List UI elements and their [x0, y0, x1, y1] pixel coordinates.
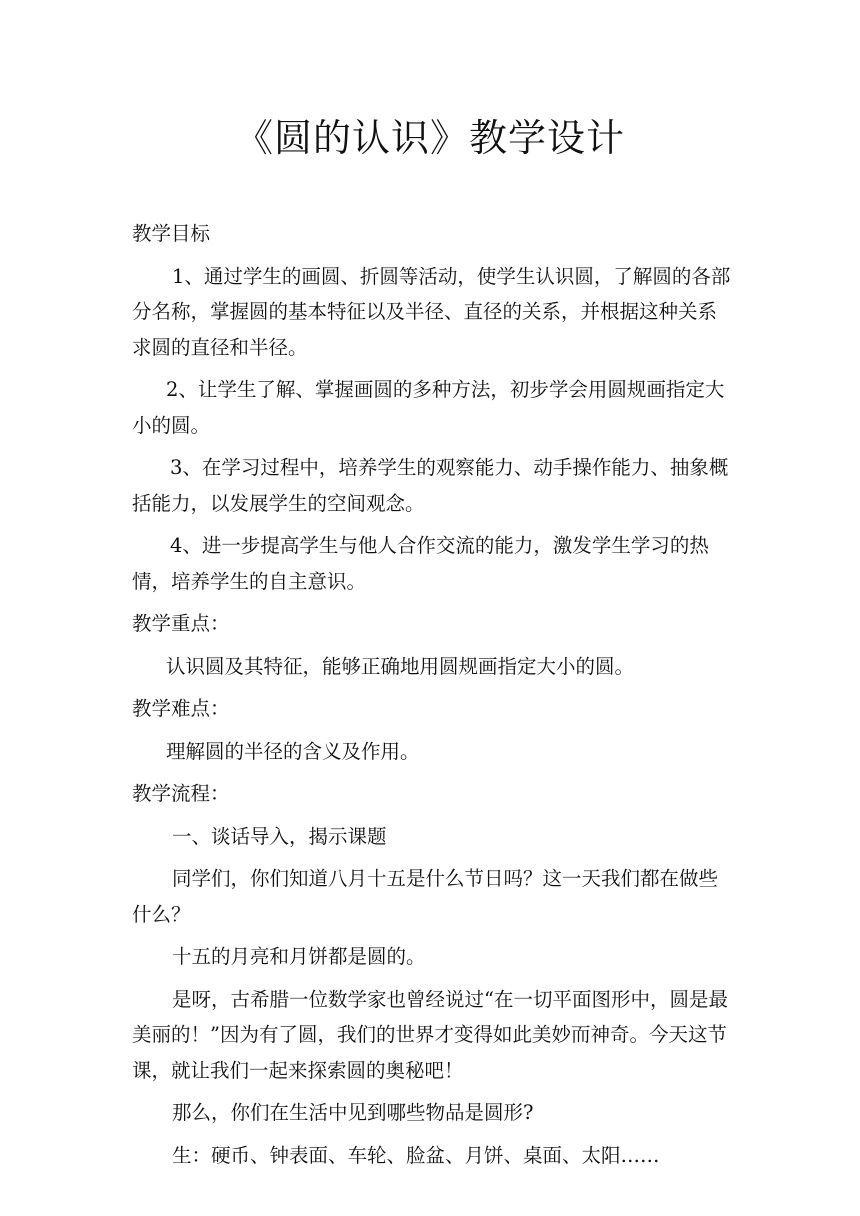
- objective-item-1: 1、通过学生的画圆、折圆等活动，使学生认识圆，了解圆的各部分名称，掌握圆的基本特征以及半径、直径的关系，并根据这种关系求圆的直径和半径。: [132, 264, 731, 359]
- process-item-4: 是呀，古希腊一位数学家也曾经说过“在一切平面图形中，圆是最美丽的！”因为有了圆，我们的世界才变得如此美妙而神奇。今天这节课，就让我们一起来探索圆的奥秘吧！: [132, 987, 728, 1082]
- difficulties-text: 理解圆的半径的含义及作用。: [166, 739, 420, 763]
- process-heading: 教学流程：: [132, 782, 230, 805]
- document-body: [132, 216, 732, 1173]
- key-points-heading: 教学重点：: [132, 612, 230, 635]
- key-points-text: 认识圆及其特征，能够正确地用圆规画指定大小的圆。: [166, 654, 635, 678]
- process-item-1: 一、谈话导入，揭示课题: [172, 824, 387, 848]
- process-item-3: 十五的月亮和月饼都是圆的。: [172, 945, 426, 968]
- objectives-heading: 教学目标: [132, 222, 211, 245]
- process-item-5: 那么，你们在生活中见到哪些物品是圆形?: [172, 1101, 534, 1124]
- objective-item-3: 3、在学习过程中，培养学生的观察能力、动手操作能力、抽象概括能力，以发展学生的空间观念。: [132, 456, 729, 515]
- process-item-6: 生：硬币、钟表面、车轮、脸盆、月饼、桌面、太阳……: [172, 1143, 660, 1167]
- document-title: 《圆的认识》教学设计: [234, 116, 625, 160]
- objective-item-4: 4、进一步提高学生与他人合作交流的能力，激发学生学习的热情，培养学生的自主意识。: [132, 534, 709, 593]
- difficulties-heading: 教学难点：: [132, 697, 230, 720]
- process-item-2: 同学们，你们知道八月十五是什么节日吗？这一天我们都在做些什么？: [132, 867, 719, 926]
- objective-item-2: 2、让学生了解、掌握画圆的多种方法，初步学会用圆规画指定大小的圆。: [132, 378, 725, 437]
